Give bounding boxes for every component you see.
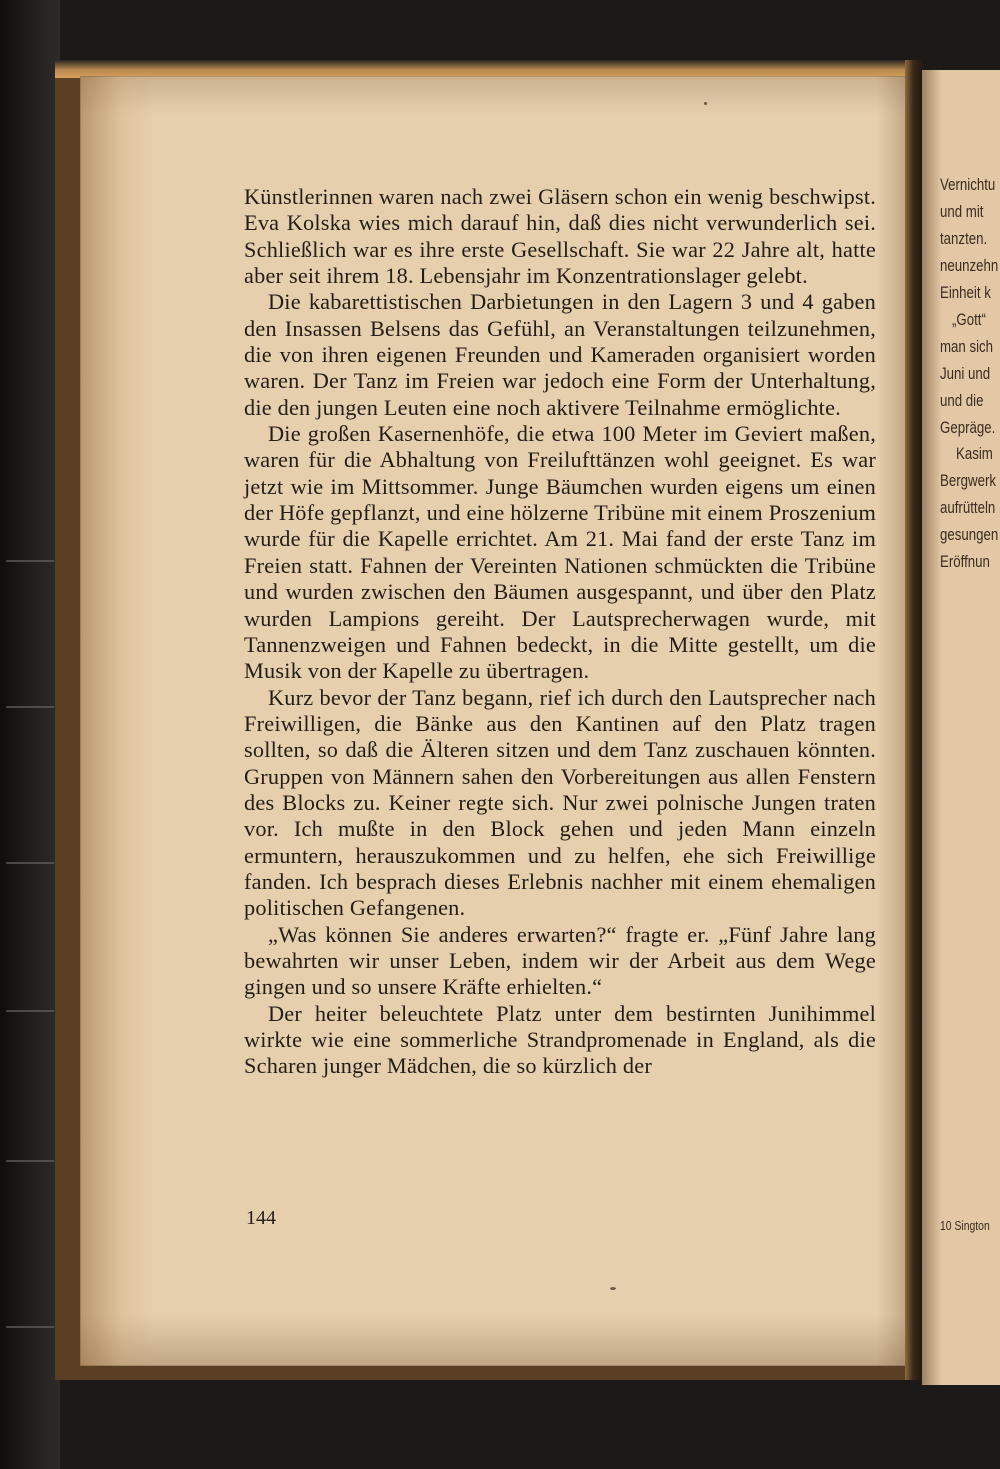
- adjacent-line: und mit: [940, 202, 984, 221]
- adjacent-line: Bergwerk: [940, 471, 997, 490]
- paragraph: Künstlerinnen waren nach zwei Gläsern schon ein wenig beschwipst. Eva Kolska wies mich darauf hin, daß dies nicht verwunderlich sei. Schließlich war es ihre erste Gesellschaft. Sie war 22 Jahre alt, hatte aber seit ihrem 18. Lebensjahr im Konzentrationslager gelebt.: [244, 184, 876, 289]
- paragraph: Die kabarettistischen Darbietungen in den Lagern 3 und 4 gaben den Insassen Belsens das Gefühl, an Veranstaltungen teilzunehmen, die von ihren eigenen Freunden und Kameraden organisiert worden waren. Der Tanz im Freien war jedoch eine Form der Unterhaltung, die den jungen Leuten eine noch aktivere Teilnahme ermöglichte.: [244, 289, 876, 420]
- adjacent-line: Vernichtu: [940, 175, 996, 194]
- adjacent-line: Eröffnun: [940, 552, 990, 571]
- adjacent-line: Gepräge.: [940, 418, 996, 437]
- adjacent-footer: 10 Sington: [940, 1218, 990, 1233]
- adjacent-line: neunzehn: [940, 256, 999, 275]
- adjacent-line: man sich: [940, 337, 994, 356]
- adjacent-line: und die: [940, 391, 984, 410]
- adjacent-line: tanzten.: [940, 229, 988, 248]
- adjacent-page: [922, 70, 1000, 1385]
- adjacent-line: Einheit k: [940, 283, 991, 302]
- adjacent-line: Kasim: [956, 444, 993, 463]
- paper-speck: [610, 1287, 616, 1290]
- page-text: [244, 184, 876, 1080]
- page-number: 144: [246, 1207, 276, 1229]
- paragraph: Kurz bevor der Tanz begann, rief ich durch den Lautsprecher nach Freiwilligen, die Bänke aus den Kantinen auf den Platz tragen sollten, so daß die Älteren sitzen und dem Tanz zuschauen könnten. Gruppen von Männern sahen den Vorbereitungen aus allen Fenstern des Blocks zu. Keiner regte sich. Nur zwei polnische Jungen traten vor. Ich mußte in den Block gehen und jeden Mann einzeln ermuntern, herauszukommen und zu helfen, ehe sich Freiwillige fanden. Ich besprach dieses Erlebnis nachher mit einem ehemaligen politischen Gefangenen.: [244, 684, 876, 921]
- paragraph: Der heiter beleuchtete Platz unter dem bestirnten Junihimmel wirkte wie eine sommerliche Strandpromenade in England, als die Scharen junger Mädchen, die so kürzlich der: [244, 1000, 876, 1079]
- paper-speck: [704, 102, 707, 105]
- binding-left: [0, 0, 60, 1469]
- paragraph: Die großen Kasernenhöfe, die etwa 100 Meter im Geviert maßen, waren für die Abhaltung von Freilufttänzen wohl geeignet. Es war jetzt wie im Mittsommer. Junge Bäumchen wurden eigens um einen der Höfe gepflanzt, und eine hölzerne Tribüne mit einem Proszenium wurde für die Kapelle errichtet. Am 21. Mai fand der erste Tanz im Freien statt. Fahnen der Vereinten Nationen schmückten die Tribüne und wurden zwischen den Bäumen ausgespannt, und über den Platz wurden Lampions gereiht. Der Lautsprecherwagen wurde, mit Tannenzweigen und Fahnen bedeckt, in die Mitte gestellt, um die Musik von der Kapelle zu übertragen.: [244, 421, 876, 684]
- adjacent-line: gesungen: [940, 525, 999, 544]
- paragraph: „Was können Sie anderes erwarten?“ fragte er. „Fünf Jahre lang bewahrten wir unser Leben, indem wir der Arbeit aus dem Wege gingen und so unsere Kräfte erhielten.“: [244, 921, 876, 1000]
- adjacent-line: aufrütteln: [940, 498, 996, 517]
- adjacent-line: „Gott“: [952, 310, 986, 329]
- adjacent-line: Juni und: [940, 364, 991, 383]
